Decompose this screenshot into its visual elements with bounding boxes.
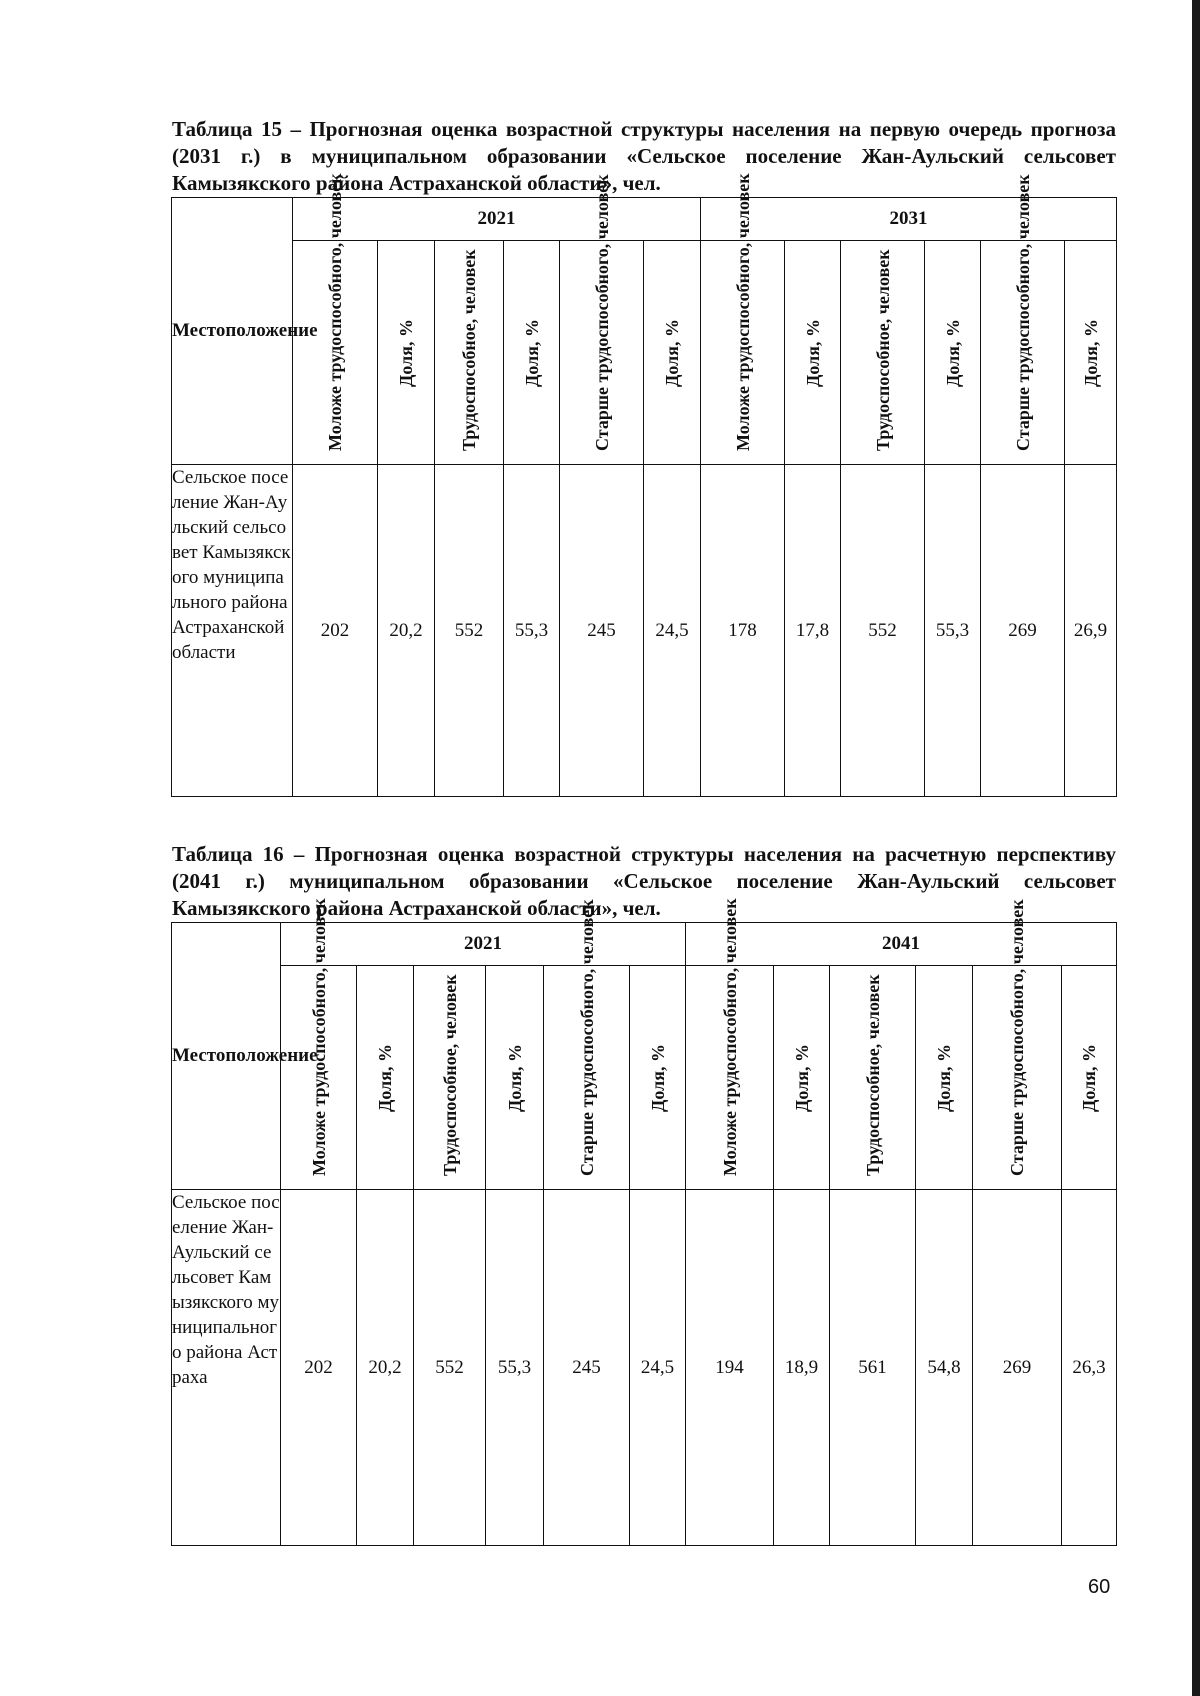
year-2041-header: 2041 — [686, 923, 1117, 966]
column-header: Доля, % — [357, 966, 414, 1190]
table-15 — [171, 172, 1117, 797]
table-row — [172, 1190, 1117, 1546]
column-header: Доля, % — [644, 241, 701, 465]
column-header: Старше трудоспособного, человек — [560, 241, 644, 465]
column-header: Трудоспособное, человек — [414, 966, 486, 1190]
column-header: Доля, % — [774, 966, 830, 1190]
value-cell: 20,2 — [378, 465, 435, 797]
column-header: Доля, % — [785, 241, 841, 465]
value-cell: 54,8 — [916, 1190, 973, 1546]
value-cell: 552 — [414, 1190, 486, 1546]
value-cell: 245 — [560, 465, 644, 797]
value-cell: 194 — [686, 1190, 774, 1546]
table-row — [172, 465, 1117, 797]
value-cell: 18,9 — [774, 1190, 830, 1546]
value-cell: 561 — [830, 1190, 916, 1546]
column-header: Старше трудоспособного, человек — [973, 966, 1062, 1190]
value-cell: 202 — [293, 465, 378, 797]
column-header: Трудоспособное, человек — [435, 241, 504, 465]
value-cell: 26,3 — [1062, 1190, 1117, 1546]
column-header: Моложе трудоспособного, человек — [686, 966, 774, 1190]
column-header: Трудоспособное, человек — [830, 966, 916, 1190]
column-header: Доля, % — [925, 241, 981, 465]
column-header: Доля, % — [916, 966, 973, 1190]
column-header: Старше трудоспособного, человек — [544, 966, 630, 1190]
column-header: Доля, % — [378, 241, 435, 465]
column-header: Трудоспособное, человек — [841, 241, 925, 465]
column-header: Моложе трудоспособного, человек — [293, 241, 378, 465]
table-16-caption: Таблица 16 – Прогнозная оценка возрастной структуры населения на расчетную перспективу (2041 г.) муниципальном образовании «Сельское поселение Жан-Аульский сельсовет Камызякского района Астраханской области», чел. — [172, 842, 1116, 920]
value-cell: 55,3 — [486, 1190, 544, 1546]
table-15-caption: Таблица 15 – Прогнозная оценка возрастной структуры населения на первую очередь прогноза (2031 г.) в муниципальном образовании «Сельское поселение Жан-Аульский сельсовет Камызякского района Астраханской области», чел. — [172, 117, 1116, 195]
value-cell: 245 — [544, 1190, 630, 1546]
value-cell: 55,3 — [504, 465, 560, 797]
year-2031-header: 2031 — [701, 198, 1117, 241]
location-header: Местоположение — [172, 198, 293, 465]
location-cell: Сельское поселение Жан-Аульский сельсовет Камызякского муниципального района Астраханской области — [172, 465, 293, 797]
value-cell: 178 — [701, 465, 785, 797]
column-header: Доля, % — [1065, 241, 1117, 465]
location-cell: Сельское поселение Жан-Аульский сельсовет Камызякского муниципального района Астраха — [172, 1190, 281, 1546]
table-16 — [171, 897, 1117, 1546]
column-header: Доля, % — [1062, 966, 1117, 1190]
value-cell: 269 — [973, 1190, 1062, 1546]
value-cell: 202 — [281, 1190, 357, 1546]
column-header: Доля, % — [504, 241, 560, 465]
column-header: Моложе трудоспособного, человек — [701, 241, 785, 465]
value-cell: 17,8 — [785, 465, 841, 797]
location-header: Местоположение — [172, 923, 281, 1190]
value-cell: 55,3 — [925, 465, 981, 797]
value-cell: 24,5 — [644, 465, 701, 797]
value-cell: 552 — [435, 465, 504, 797]
page-edge-bar — [1192, 0, 1200, 1696]
value-cell: 24,5 — [630, 1190, 686, 1546]
value-cell: 26,9 — [1065, 465, 1117, 797]
value-cell: 269 — [981, 465, 1065, 797]
column-header: Моложе трудоспособного, человек — [281, 966, 357, 1190]
value-cell: 552 — [841, 465, 925, 797]
column-header: Доля, % — [630, 966, 686, 1190]
column-header: Старше трудоспособного, человек — [981, 241, 1065, 465]
value-cell: 20,2 — [357, 1190, 414, 1546]
year-2021-header: 2021 — [293, 198, 701, 241]
column-header: Доля, % — [486, 966, 544, 1190]
page-number: 60 — [1088, 1576, 1111, 1598]
year-2021-header: 2021 — [281, 923, 686, 966]
